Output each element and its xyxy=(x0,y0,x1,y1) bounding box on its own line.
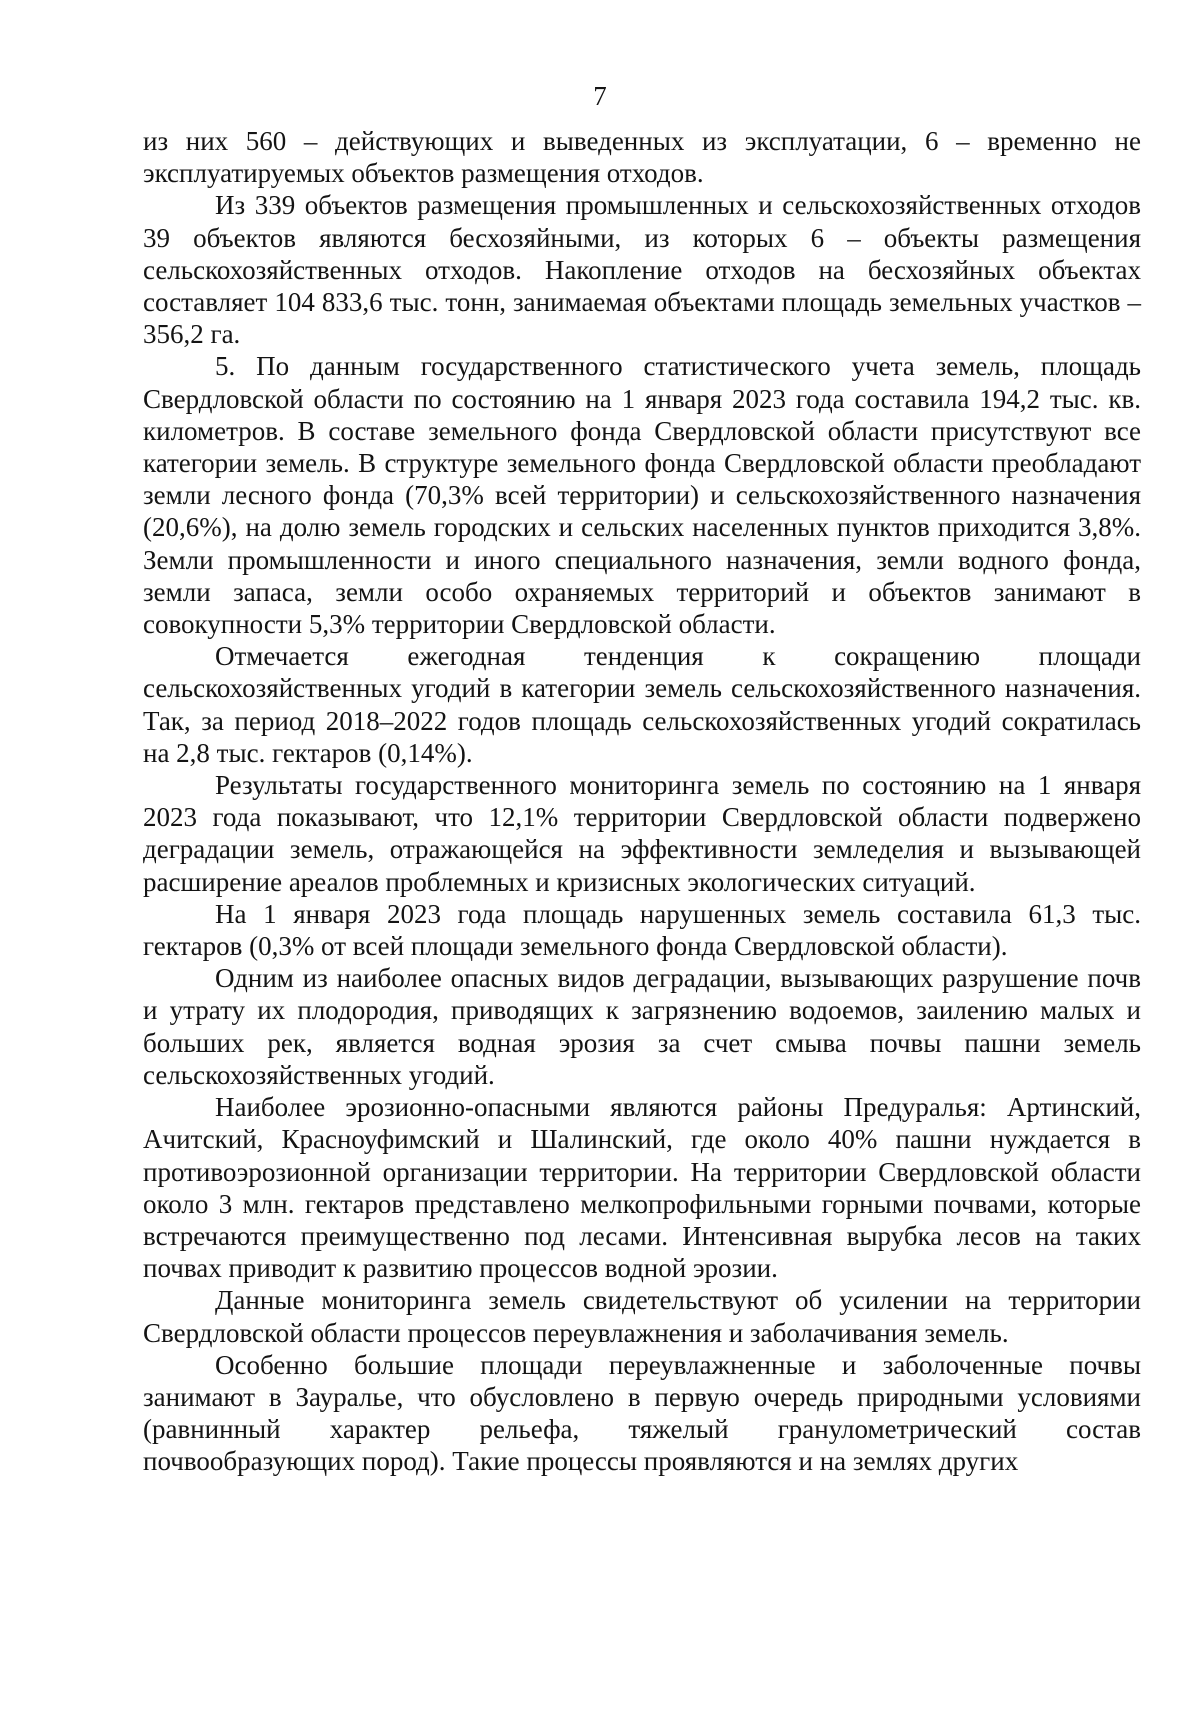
page-number: 7 xyxy=(593,81,607,111)
paragraph-continuation: из них 560 – действующих и выведенных из эксплуатации, 6 – временно не эксплуатируемых объектов размещения отходов. xyxy=(143,126,1141,189)
paragraph-trans-urals-swamps: Особенно большие площади переувлажненные и заболоченные почвы занимают в Зауралье, что обусловлено в первую очередь природными условиями (равнинный характер рельефа, тяжелый гранулометрический состав почвообразующих пород). Такие процессы проявляются и на землях других xyxy=(143,1349,1141,1477)
paragraph-agricultural-land-decline: Отмечается ежегодная тенденция к сокращению площади сельскохозяйственных угодий в категории земель сельскохозяйственного назначения. Так, за период 2018–2022 годов площадь сельскохозяйственных угодий сократилась на 2,8 тыс. гектаров (0,14%). xyxy=(143,641,1141,768)
paragraph-disturbed-land: На 1 января 2023 года площадь нарушенных земель составила 61,3 тыс. гектаров (0,3% от всей площади земельного фонда Свердловской области). xyxy=(143,898,1141,962)
paragraph-waterlogging: Данные мониторинга земель свидетельствуют об усилении на территории Свердловской области процессов переувлажнения и заболачивания земель. xyxy=(143,1285,1141,1348)
paragraph-erosion-districts: Наиболее эрозионно-опасными являются районы Предуралья: Артинский, Ачитский, Красноуфимский и Шалинский, где около 40% пашни нуждается в противоэрозионной организации территории. На территории Свердловской области около 3 млн. гектаров представлено мелкопрофильными горными почвами, которые встречаются преимущественно под лесами. Интенсивная вырубка лесов на таких почвах приводит к развитию процессов водной эрозии. xyxy=(143,1092,1141,1284)
paragraph-land-fund-structure: 5. По данным государственного статистического учета земель, площадь Свердловской области по состоянию на 1 января 2023 года составила 194,2 тыс. кв. километров. В составе земельного фонда Свердловской области присутствуют все категории земель. В структуре земельного фонда Свердловской области преобладают земли лесного фонда (70,3% всей территории) и сельскохозяйственного назначения (20,6%), на долю земель городских и сельских населенных пунктов приходится 3,8%. Земли промышленности и иного специального назначения, земли водного фонда, земли запаса, земли особо охраняемых территорий и объектов занимают в совокупности 5,3% территории Свердловской области. xyxy=(143,351,1141,640)
paragraph-water-erosion: Одним из наиболее опасных видов деградации, вызывающих разрушение почв и утрату их плодородия, приводящих к загрязнению водоемов, заилению малых и больших рек, является водная эрозия за счет смыва почвы пашни земель сельскохозяйственных угодий. xyxy=(143,963,1141,1090)
paragraph-land-degradation: Результаты государственного мониторинга земель по состоянию на 1 января 2023 года показывают, что 12,1% территории Свердловской области подвержено деградации земель, отражающейся на эффективности земледелия и вызывающей расширение ареалов проблемных и кризисных экологических ситуаций. xyxy=(143,770,1141,897)
document-body xyxy=(143,125,1141,1478)
paragraph-ownerless-waste-sites: Из 339 объектов размещения промышленных и сельскохозяйственных отходов 39 объектов являются бесхозяйными, из которых 6 – объекты размещения сельскохозяйственных отходов. Накопление отходов на бесхозяйных объектах составляет 104 833,6 тыс. тонн, занимаемая объектами площадь земельных участков – 356,2 га. xyxy=(143,190,1141,350)
